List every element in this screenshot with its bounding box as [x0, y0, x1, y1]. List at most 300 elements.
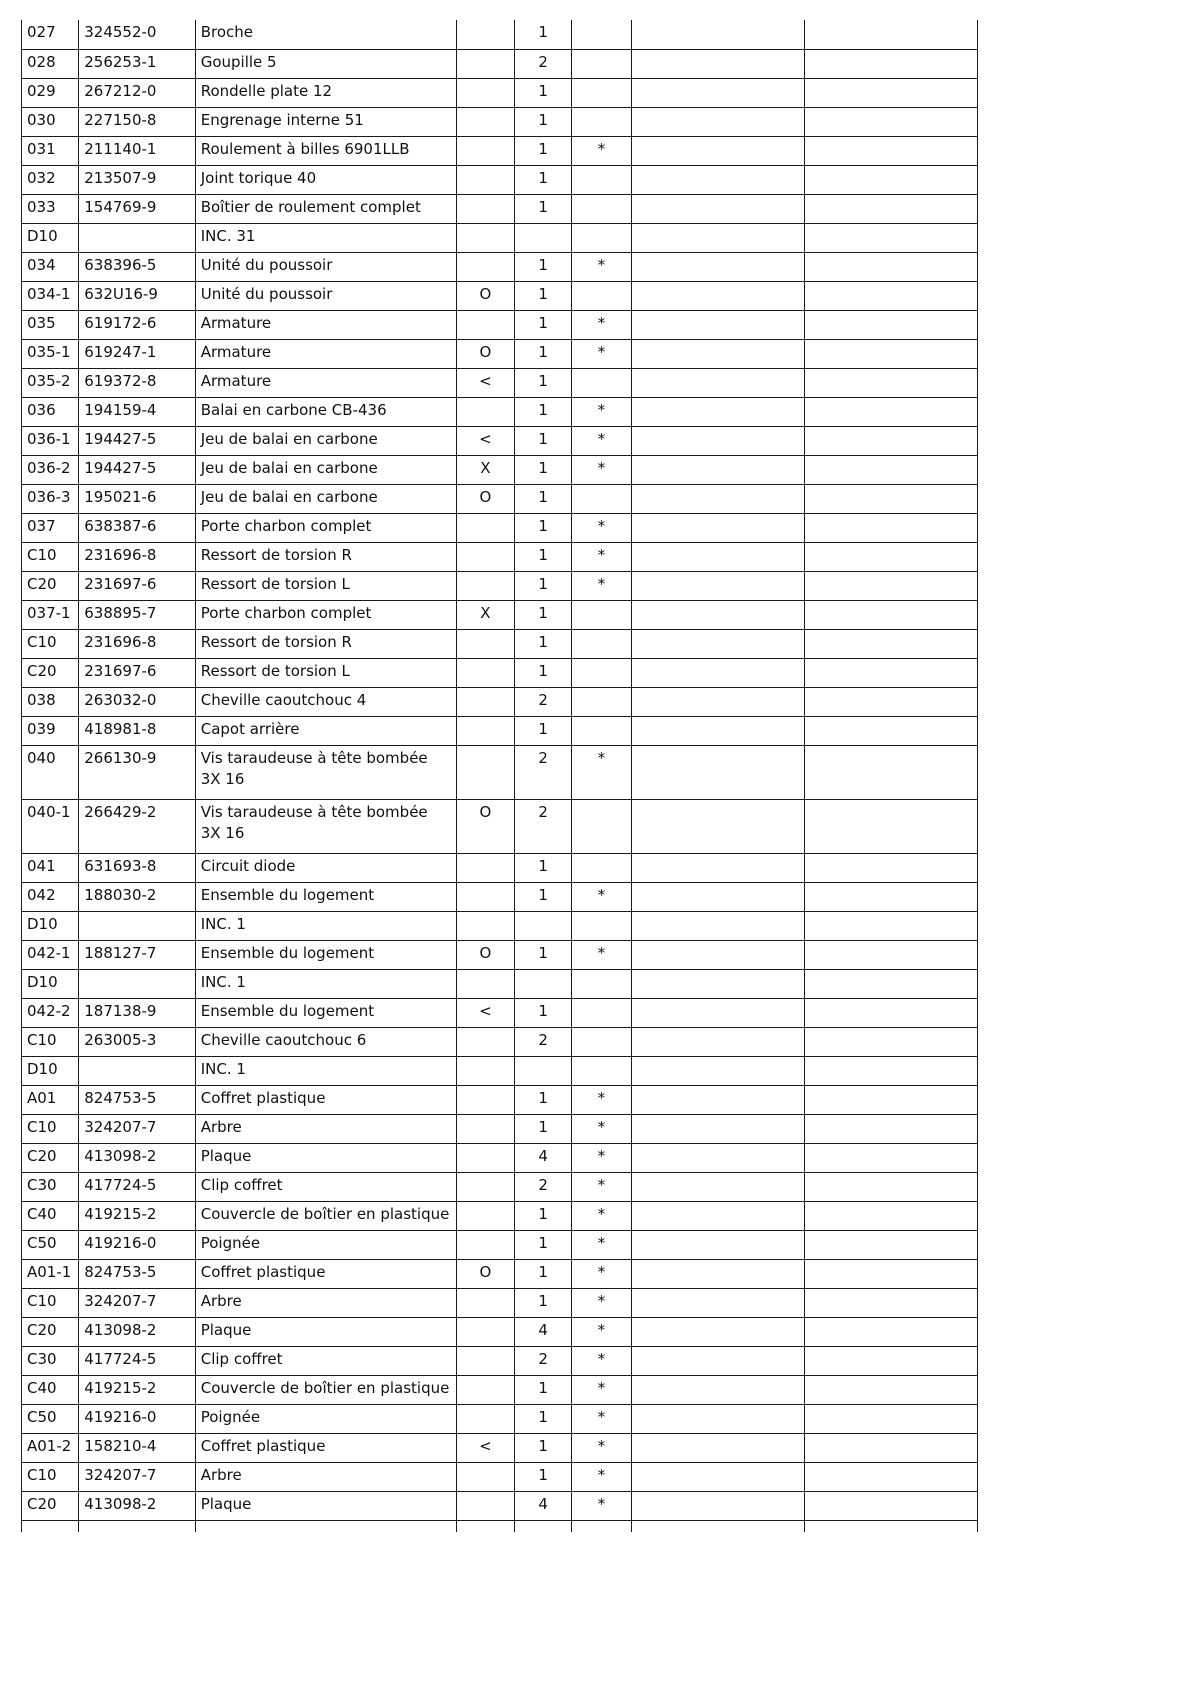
part-number-cell: 824753-5 [79, 1259, 195, 1288]
empty-cell [805, 252, 978, 281]
empty-cell [805, 1433, 978, 1462]
item-number-cell: 032 [22, 165, 79, 194]
quantity-cell: 1 [515, 136, 572, 165]
empty-cell [805, 78, 978, 107]
quantity-cell: 1 [515, 1462, 572, 1491]
variant-mark-cell [456, 969, 514, 998]
asterisk-cell: * [572, 1433, 631, 1462]
variant-mark-cell [456, 1491, 514, 1520]
asterisk-cell [572, 1056, 631, 1085]
part-number-cell: 632U16-9 [79, 281, 195, 310]
empty-cell [805, 969, 978, 998]
variant-mark-cell [456, 1375, 514, 1404]
quantity-cell: 1 [515, 107, 572, 136]
asterisk-cell: * [572, 1201, 631, 1230]
table-row [22, 1056, 978, 1085]
empty-cell [805, 600, 978, 629]
asterisk-cell: * [572, 1114, 631, 1143]
variant-mark-cell [456, 1462, 514, 1491]
empty-cell [805, 571, 978, 600]
empty-cell [805, 194, 978, 223]
item-number-cell: A01 [22, 1085, 79, 1114]
table-row [22, 853, 978, 882]
part-number-cell [79, 223, 195, 252]
empty-cell [805, 1346, 978, 1375]
variant-mark-cell [456, 716, 514, 745]
description-cell: Cheville caoutchouc 4 [195, 687, 456, 716]
quantity-cell: 1 [515, 281, 572, 310]
description-cell: Jeu de balai en carbone [195, 484, 456, 513]
part-number-cell: 158210-4 [79, 1433, 195, 1462]
part-number-cell: 194159-4 [79, 397, 195, 426]
description-cell: Porte charbon complet [195, 513, 456, 542]
asterisk-cell [572, 969, 631, 998]
table-row [22, 799, 978, 853]
part-number-cell: 619172-6 [79, 310, 195, 339]
part-number-cell: 413098-2 [79, 1143, 195, 1172]
item-number-cell: D10 [22, 1056, 79, 1085]
variant-mark-cell [456, 136, 514, 165]
quantity-cell: 1 [515, 658, 572, 687]
table-row [22, 1404, 978, 1433]
empty-cell [805, 1404, 978, 1433]
table-row [22, 1172, 978, 1201]
table-row [22, 20, 978, 49]
empty-cell [631, 571, 805, 600]
item-number-cell: C20 [22, 658, 79, 687]
quantity-cell: 2 [515, 1346, 572, 1375]
item-number-cell: C50 [22, 1230, 79, 1259]
empty-cell [631, 194, 805, 223]
empty-cell [631, 1056, 805, 1085]
part-number-cell: 638895-7 [79, 600, 195, 629]
part-number-cell: 324552-0 [79, 20, 195, 49]
empty-cell [805, 513, 978, 542]
empty-cell [805, 426, 978, 455]
variant-mark-cell [456, 310, 514, 339]
quantity-cell: 1 [515, 397, 572, 426]
variant-mark-cell [456, 853, 514, 882]
empty-cell [631, 940, 805, 969]
empty-cell [805, 882, 978, 911]
empty-cell [631, 911, 805, 940]
table-row [22, 223, 978, 252]
item-number-cell: 041 [22, 853, 79, 882]
description-cell: Joint torique 40 [195, 165, 456, 194]
table-row [22, 911, 978, 940]
empty-cell [805, 368, 978, 397]
asterisk-cell [572, 716, 631, 745]
part-number-cell: 638387-6 [79, 513, 195, 542]
asterisk-cell [572, 658, 631, 687]
variant-mark-cell: < [456, 368, 514, 397]
part-number-cell: 263005-3 [79, 1027, 195, 1056]
description-cell: Vis taraudeuse à tête bombée 3X 16 [195, 745, 456, 799]
table-row [22, 1346, 978, 1375]
asterisk-cell: * [572, 882, 631, 911]
item-number-cell: 034-1 [22, 281, 79, 310]
empty-cell [805, 223, 978, 252]
variant-mark-cell [456, 1143, 514, 1172]
empty-cell [631, 281, 805, 310]
description-cell: Ressort de torsion L [195, 571, 456, 600]
table-row [22, 107, 978, 136]
empty-cell [631, 1085, 805, 1114]
quantity-cell: 1 [515, 998, 572, 1027]
variant-mark-cell: < [456, 426, 514, 455]
asterisk-cell: * [572, 1259, 631, 1288]
item-number-cell: C20 [22, 1491, 79, 1520]
empty-cell [631, 629, 805, 658]
description-cell: Circuit diode [195, 853, 456, 882]
quantity-cell: 1 [515, 1433, 572, 1462]
item-number-cell: C10 [22, 1114, 79, 1143]
table-row [22, 1259, 978, 1288]
part-number-cell: 419215-2 [79, 1201, 195, 1230]
empty-cell [631, 165, 805, 194]
empty-cell [631, 542, 805, 571]
asterisk-cell [572, 911, 631, 940]
asterisk-cell: * [572, 339, 631, 368]
part-number-cell: 266429-2 [79, 799, 195, 853]
variant-mark-cell [456, 165, 514, 194]
description-cell: Capot arrière [195, 716, 456, 745]
empty-cell [805, 1056, 978, 1085]
variant-mark-cell [456, 687, 514, 716]
variant-mark-cell: O [456, 799, 514, 853]
part-number-cell: 187138-9 [79, 998, 195, 1027]
variant-mark-cell [456, 107, 514, 136]
empty-cell [805, 1201, 978, 1230]
description-cell: Clip coffret [195, 1172, 456, 1201]
item-number-cell: 028 [22, 49, 79, 78]
table-row [22, 998, 978, 1027]
table-row [22, 687, 978, 716]
item-number-cell: 040 [22, 745, 79, 799]
empty-cell [805, 1114, 978, 1143]
table-row [22, 455, 978, 484]
quantity-cell: 2 [515, 1027, 572, 1056]
part-number-cell: 195021-6 [79, 484, 195, 513]
asterisk-cell [572, 629, 631, 658]
description-cell: Ensemble du logement [195, 882, 456, 911]
empty-cell [805, 136, 978, 165]
variant-mark-cell: O [456, 940, 514, 969]
empty-cell [631, 368, 805, 397]
empty-cell [805, 165, 978, 194]
quantity-cell: 1 [515, 426, 572, 455]
item-number-cell: C10 [22, 1462, 79, 1491]
empty-cell [805, 484, 978, 513]
table-row-continuation [22, 1520, 978, 1532]
quantity-cell: 1 [515, 165, 572, 194]
description-cell: INC. 1 [195, 969, 456, 998]
empty-cell [631, 1172, 805, 1201]
item-number-cell: 030 [22, 107, 79, 136]
table-row [22, 78, 978, 107]
part-number-cell: 231696-8 [79, 629, 195, 658]
asterisk-cell [572, 484, 631, 513]
part-number-cell: 263032-0 [79, 687, 195, 716]
empty-cell [631, 1201, 805, 1230]
part-number-cell: 619372-8 [79, 368, 195, 397]
description-cell: Clip coffret [195, 1346, 456, 1375]
description-cell: Armature [195, 310, 456, 339]
empty-cell [631, 1404, 805, 1433]
empty-cell [631, 799, 805, 853]
empty-cell [805, 998, 978, 1027]
item-number-cell: 042 [22, 882, 79, 911]
empty-cell [805, 1375, 978, 1404]
table-row [22, 1143, 978, 1172]
empty-cell [805, 799, 978, 853]
empty-cell [631, 1259, 805, 1288]
asterisk-cell: * [572, 1404, 631, 1433]
empty-cell [631, 1433, 805, 1462]
empty-cell [805, 1259, 978, 1288]
description-cell: Couvercle de boîtier en plastique [195, 1201, 456, 1230]
empty-cell [631, 223, 805, 252]
quantity-cell: 1 [515, 1259, 572, 1288]
variant-mark-cell: X [456, 600, 514, 629]
quantity-cell: 1 [515, 484, 572, 513]
item-number-cell: 036-3 [22, 484, 79, 513]
parts-list-body [22, 20, 978, 1532]
description-cell: Arbre [195, 1288, 456, 1317]
description-cell: Ensemble du logement [195, 940, 456, 969]
empty-cell [631, 1520, 805, 1532]
part-number-cell: 419215-2 [79, 1375, 195, 1404]
quantity-cell: 1 [515, 1404, 572, 1433]
empty-cell [805, 310, 978, 339]
description-cell: Jeu de balai en carbone [195, 455, 456, 484]
description-cell: Balai en carbone CB-436 [195, 397, 456, 426]
empty-cell [631, 455, 805, 484]
part-number-cell: 419216-0 [79, 1404, 195, 1433]
asterisk-cell [572, 78, 631, 107]
empty-cell [805, 20, 978, 49]
empty-cell [631, 513, 805, 542]
item-number-cell: 042-2 [22, 998, 79, 1027]
table-row [22, 1201, 978, 1230]
quantity-cell: 1 [515, 310, 572, 339]
empty-cell [631, 20, 805, 49]
table-row [22, 1317, 978, 1346]
description-cell: Goupille 5 [195, 49, 456, 78]
variant-mark-cell [456, 1288, 514, 1317]
table-row [22, 513, 978, 542]
table-row [22, 339, 978, 368]
item-number-cell: 035-1 [22, 339, 79, 368]
empty-cell [805, 397, 978, 426]
quantity-cell: 1 [515, 455, 572, 484]
table-row [22, 165, 978, 194]
quantity-cell: 2 [515, 799, 572, 853]
part-number-cell: 154769-9 [79, 194, 195, 223]
quantity-cell: 2 [515, 49, 572, 78]
quantity-cell: 1 [515, 339, 572, 368]
asterisk-cell [572, 223, 631, 252]
description-cell: Unité du poussoir [195, 252, 456, 281]
description-cell: Ressort de torsion R [195, 629, 456, 658]
quantity-cell: 1 [515, 629, 572, 658]
asterisk-cell [572, 1027, 631, 1056]
empty-cell [631, 1288, 805, 1317]
description-cell: Ressort de torsion L [195, 658, 456, 687]
empty-cell [805, 1143, 978, 1172]
empty-cell [631, 716, 805, 745]
asterisk-cell: * [572, 310, 631, 339]
empty-cell [631, 1317, 805, 1346]
empty-cell [631, 687, 805, 716]
empty-cell [631, 310, 805, 339]
item-number-cell: 027 [22, 20, 79, 49]
empty-cell [805, 1462, 978, 1491]
part-number-cell: 227150-8 [79, 107, 195, 136]
variant-mark-cell [456, 194, 514, 223]
item-number-cell: C20 [22, 571, 79, 600]
empty-cell [631, 969, 805, 998]
variant-mark-cell [456, 513, 514, 542]
item-number-cell: 038 [22, 687, 79, 716]
item-number-cell: D10 [22, 223, 79, 252]
variant-mark-cell [456, 223, 514, 252]
empty-cell [805, 107, 978, 136]
table-row [22, 658, 978, 687]
table-row [22, 542, 978, 571]
item-number-cell: C30 [22, 1346, 79, 1375]
description-cell: Plaque [195, 1317, 456, 1346]
quantity-cell: 1 [515, 1085, 572, 1114]
variant-mark-cell [456, 571, 514, 600]
quantity-cell: 4 [515, 1317, 572, 1346]
empty-cell [805, 1027, 978, 1056]
empty-cell [805, 745, 978, 799]
description-cell: Armature [195, 339, 456, 368]
empty-cell [805, 1172, 978, 1201]
description-cell: Cheville caoutchouc 6 [195, 1027, 456, 1056]
empty-cell [631, 1230, 805, 1259]
variant-mark-cell: < [456, 998, 514, 1027]
item-number-cell: D10 [22, 969, 79, 998]
asterisk-cell: * [572, 252, 631, 281]
variant-mark-cell [456, 1056, 514, 1085]
empty-cell [631, 1027, 805, 1056]
empty-cell [631, 658, 805, 687]
part-number-cell [79, 969, 195, 998]
asterisk-cell [572, 107, 631, 136]
empty-cell [631, 1491, 805, 1520]
asterisk-cell: * [572, 426, 631, 455]
part-number-cell: 188127-7 [79, 940, 195, 969]
part-number-cell: 188030-2 [79, 882, 195, 911]
item-number-cell: 036-1 [22, 426, 79, 455]
variant-mark-cell [456, 1172, 514, 1201]
table-row [22, 136, 978, 165]
item-number-cell: C40 [22, 1375, 79, 1404]
table-row [22, 252, 978, 281]
quantity-cell: 1 [515, 20, 572, 49]
part-number-cell: 324207-7 [79, 1462, 195, 1491]
empty-cell [631, 339, 805, 368]
part-number-cell: 231697-6 [79, 571, 195, 600]
empty-cell [805, 716, 978, 745]
asterisk-cell: * [572, 513, 631, 542]
asterisk-cell: * [572, 542, 631, 571]
quantity-cell [515, 969, 572, 998]
quantity-cell [515, 911, 572, 940]
table-row [22, 426, 978, 455]
part-number-cell: 638396-5 [79, 252, 195, 281]
item-number-cell: 029 [22, 78, 79, 107]
description-cell: Rondelle plate 12 [195, 78, 456, 107]
asterisk-cell: * [572, 397, 631, 426]
variant-mark-cell: O [456, 281, 514, 310]
quantity-cell: 1 [515, 1114, 572, 1143]
table-row [22, 1027, 978, 1056]
empty-cell [631, 998, 805, 1027]
item-number-cell: 037 [22, 513, 79, 542]
quantity-cell: 2 [515, 687, 572, 716]
table-row [22, 940, 978, 969]
empty-cell [631, 484, 805, 513]
quantity-cell [515, 223, 572, 252]
quantity-cell: 1 [515, 940, 572, 969]
description-cell: Vis taraudeuse à tête bombée 3X 16 [195, 799, 456, 853]
asterisk-cell: * [572, 1288, 631, 1317]
description-cell: Plaque [195, 1491, 456, 1520]
table-row [22, 397, 978, 426]
quantity-cell: 1 [515, 78, 572, 107]
part-number-cell: 194427-5 [79, 426, 195, 455]
variant-mark-cell [456, 911, 514, 940]
asterisk-cell: * [572, 1346, 631, 1375]
asterisk-cell [572, 49, 631, 78]
empty-cell [805, 940, 978, 969]
table-row [22, 1288, 978, 1317]
asterisk-cell: * [572, 1491, 631, 1520]
asterisk-cell: * [572, 1230, 631, 1259]
table-row [22, 1085, 978, 1114]
description-cell: Unité du poussoir [195, 281, 456, 310]
asterisk-cell: * [572, 136, 631, 165]
quantity-cell: 1 [515, 1375, 572, 1404]
quantity-cell: 1 [515, 716, 572, 745]
item-number-cell: 034 [22, 252, 79, 281]
description-cell: Jeu de balai en carbone [195, 426, 456, 455]
table-row [22, 484, 978, 513]
empty-cell [805, 1288, 978, 1317]
asterisk-cell: * [572, 1375, 631, 1404]
part-number-cell: 417724-5 [79, 1346, 195, 1375]
item-number-cell: 031 [22, 136, 79, 165]
item-number-cell: D10 [22, 911, 79, 940]
table-row [22, 194, 978, 223]
part-number-cell: 194427-5 [79, 455, 195, 484]
variant-mark-cell [456, 1114, 514, 1143]
asterisk-cell: * [572, 1172, 631, 1201]
description-cell: Arbre [195, 1462, 456, 1491]
part-number-cell: 267212-0 [79, 78, 195, 107]
quantity-cell: 4 [515, 1143, 572, 1172]
quantity-cell: 4 [515, 1491, 572, 1520]
asterisk-cell [572, 853, 631, 882]
table-row [22, 745, 978, 799]
table-row [22, 1114, 978, 1143]
empty-cell [805, 687, 978, 716]
description-cell: Ressort de torsion R [195, 542, 456, 571]
item-number-cell: 042-1 [22, 940, 79, 969]
